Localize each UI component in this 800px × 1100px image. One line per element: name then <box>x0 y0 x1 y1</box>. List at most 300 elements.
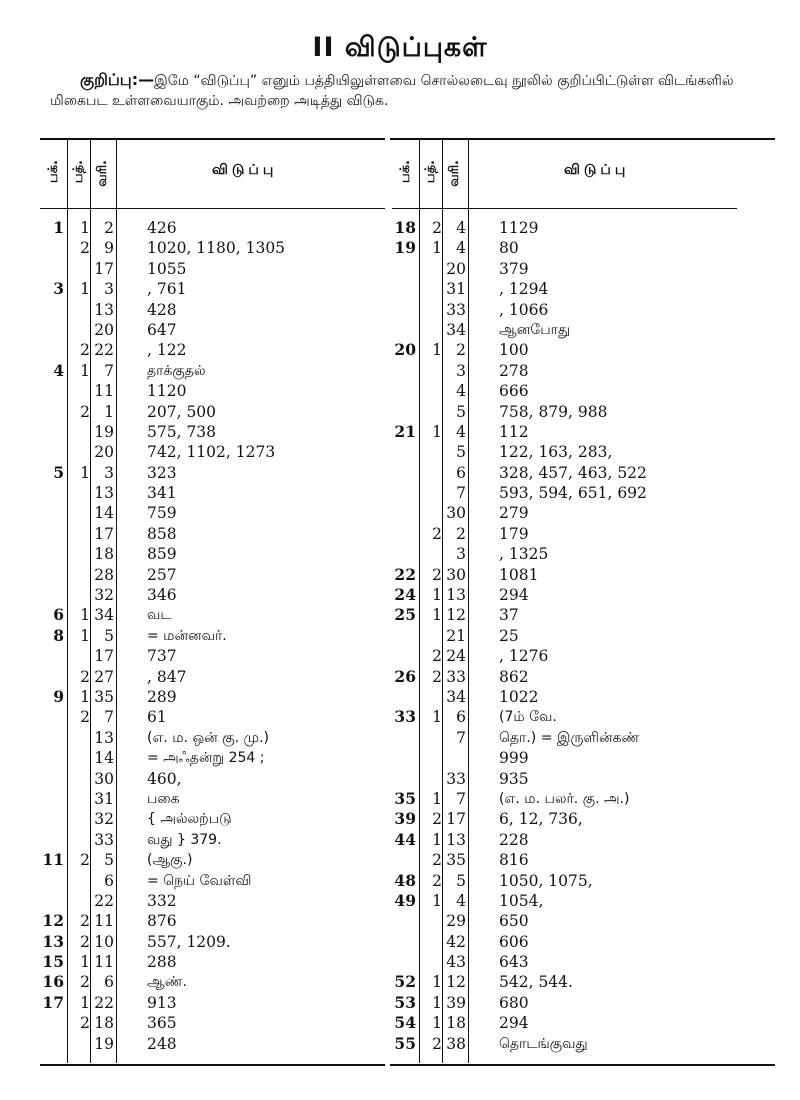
table-row <box>392 320 737 340</box>
paragraph-cell: 1 <box>80 993 90 1012</box>
paragraph-cell: 1 <box>432 422 442 441</box>
page-cell: 52 <box>394 972 416 992</box>
paragraph-cell: 2 <box>80 932 90 951</box>
paragraph-cell: 2 <box>432 810 442 829</box>
table-row <box>40 646 385 666</box>
entry-cell: தொடங்குவது <box>499 1035 588 1052</box>
bottom-rule-right <box>390 1064 775 1066</box>
line-cell: 14 <box>94 504 114 523</box>
table-row <box>40 361 385 381</box>
entry-cell: ஆனபோது <box>499 321 571 338</box>
table-row <box>40 402 385 422</box>
entry-cell: , 1066 <box>499 300 549 319</box>
entry-cell: 666 <box>499 382 529 401</box>
entry-cell: 100 <box>499 341 529 360</box>
line-cell: 3 <box>104 280 114 299</box>
table-row <box>392 565 737 585</box>
table-row <box>40 1013 385 1033</box>
table-row <box>392 972 737 992</box>
line-cell: 31 <box>94 789 114 808</box>
table-row <box>40 544 385 564</box>
line-cell: 13 <box>94 300 114 319</box>
line-cell: 4 <box>456 219 466 237</box>
entry-cell: 862 <box>499 667 529 686</box>
entry-cell: 858 <box>147 524 177 543</box>
line-cell: 7 <box>456 484 466 503</box>
table-row <box>392 728 737 748</box>
entry-cell: 122, 163, 283, <box>499 443 613 462</box>
line-cell: 13 <box>446 586 466 605</box>
line-cell: 20 <box>94 443 114 462</box>
table-row <box>40 300 385 320</box>
line-cell: 33 <box>446 300 466 319</box>
entry-cell: 323 <box>147 463 177 482</box>
line-cell: 22 <box>94 891 114 910</box>
paragraph-cell: 1 <box>80 280 90 299</box>
table-row <box>392 381 737 401</box>
line-cell: 5 <box>456 443 466 462</box>
table-row <box>40 728 385 748</box>
table-row <box>40 748 385 768</box>
paragraph-cell: 2 <box>80 851 90 870</box>
entry-cell: 680 <box>499 993 529 1012</box>
entry-cell: 294 <box>499 586 529 605</box>
page-cell: 44 <box>394 829 416 849</box>
line-cell: 32 <box>94 810 114 829</box>
line-cell: 7 <box>104 361 114 380</box>
line-cell: 20 <box>94 320 114 339</box>
page-cell: 19 <box>394 238 416 258</box>
line-cell: 14 <box>94 749 114 768</box>
table-row <box>392 707 737 727</box>
line-cell: 5 <box>456 402 466 421</box>
table-row <box>40 585 385 605</box>
entry-cell: 1055 <box>147 259 187 278</box>
line-cell: 6 <box>104 871 114 890</box>
table-row <box>40 687 385 707</box>
page-cell: 18 <box>394 218 416 237</box>
entry-cell: 575, 738 <box>147 422 217 441</box>
entry-cell: 248 <box>147 1034 177 1053</box>
paragraph-cell: 2 <box>80 667 90 686</box>
table-row <box>40 830 385 850</box>
table-row <box>40 932 385 952</box>
table-row <box>392 422 737 442</box>
entry-cell: 1120 <box>147 382 187 401</box>
entry-cell: 426 <box>147 219 177 237</box>
table-row <box>40 911 385 931</box>
page-cell: 1 <box>53 218 64 237</box>
paragraph-cell: 1 <box>80 361 90 380</box>
entry-cell: 593, 594, 651, 692 <box>499 484 647 503</box>
page-cell: 9 <box>53 686 64 706</box>
paragraph-cell: 2 <box>80 912 90 931</box>
entry-cell: 37 <box>499 606 519 625</box>
entry-cell: 758, 879, 988 <box>499 402 608 421</box>
page-cell: 25 <box>394 605 416 625</box>
line-cell: 17 <box>446 810 466 829</box>
table-row <box>40 422 385 442</box>
line-cell: 30 <box>446 504 466 523</box>
table-row <box>392 259 737 279</box>
table-row <box>40 789 385 809</box>
table-row <box>392 442 737 462</box>
entry-cell: (ஆகு.) <box>147 852 193 869</box>
table-row <box>392 626 737 646</box>
paragraph-cell: 1 <box>432 789 442 808</box>
header-main: விடுப்பு <box>564 162 630 178</box>
line-cell: 27 <box>94 667 114 686</box>
entry-cell: 278 <box>499 361 529 380</box>
table-row <box>392 361 737 381</box>
table-row <box>40 769 385 789</box>
paragraph-cell: 2 <box>432 667 442 686</box>
page-cell: 53 <box>394 992 416 1012</box>
paragraph-cell: 1 <box>432 1014 442 1033</box>
table-row <box>40 809 385 829</box>
entry-cell: 294 <box>499 1014 529 1033</box>
line-cell: 17 <box>94 647 114 666</box>
page-cell: 22 <box>394 564 416 584</box>
table-row <box>40 381 385 401</box>
table-row <box>40 891 385 911</box>
line-cell: 3 <box>456 545 466 564</box>
entry-cell: 379 <box>499 259 529 278</box>
table-row <box>392 748 737 768</box>
table-row <box>40 524 385 544</box>
line-cell: 18 <box>94 1014 114 1033</box>
line-cell: 3 <box>104 463 114 482</box>
line-cell: 18 <box>94 545 114 564</box>
entry-cell: 332 <box>147 891 177 910</box>
paragraph-cell: 2 <box>80 1014 90 1033</box>
line-cell: 6 <box>456 463 466 482</box>
table-row <box>40 667 385 687</box>
paragraph-cell: 1 <box>432 586 442 605</box>
entry-cell: , 1294 <box>499 280 549 299</box>
table-row <box>392 238 737 258</box>
table-row <box>40 503 385 523</box>
table-row <box>40 952 385 972</box>
right-table <box>392 140 737 1065</box>
table-row <box>392 830 737 850</box>
page-cell: 35 <box>394 788 416 808</box>
line-cell: 30 <box>94 769 114 788</box>
entry-cell: , 122 <box>147 341 187 360</box>
page-cell: 24 <box>394 585 416 605</box>
table-row <box>392 544 737 564</box>
line-cell: 33 <box>446 667 466 686</box>
entry-cell: , 1276 <box>499 647 549 666</box>
paragraph-cell: 2 <box>432 851 442 870</box>
entry-cell: 643 <box>499 953 529 972</box>
line-cell: 32 <box>94 586 114 605</box>
paragraph-cell: 2 <box>432 1034 442 1053</box>
line-cell: 33 <box>94 830 114 849</box>
paragraph-cell: 1 <box>432 993 442 1012</box>
paragraph-cell: 2 <box>432 647 442 666</box>
table-row <box>392 911 737 931</box>
line-cell: 10 <box>94 932 114 951</box>
table-row <box>392 789 737 809</box>
line-cell: 34 <box>446 320 466 339</box>
entry-cell: 428 <box>147 300 177 319</box>
paragraph-cell: 1 <box>80 606 90 625</box>
page-cell: 15 <box>42 952 64 972</box>
entry-cell: 257 <box>147 565 177 584</box>
page-cell: 5 <box>53 462 64 482</box>
line-cell: 11 <box>94 953 114 972</box>
page-cell: 16 <box>42 972 64 992</box>
entry-cell: 816 <box>499 851 529 870</box>
table-row <box>40 605 385 625</box>
table-row <box>392 850 737 870</box>
table-row <box>40 483 385 503</box>
table-row <box>392 463 737 483</box>
entry-cell: 1050, 1075, <box>499 871 593 890</box>
entry-cell: 647 <box>147 320 177 339</box>
line-cell: 28 <box>94 565 114 584</box>
line-cell: 17 <box>94 524 114 543</box>
entry-cell: 460, <box>147 769 182 788</box>
table-row <box>392 503 737 523</box>
entry-cell: தொ.) = இருளின்கண் <box>499 729 640 746</box>
entry-cell: , 761 <box>147 280 187 299</box>
entry-cell: 279 <box>499 504 529 523</box>
left-table <box>40 140 385 1065</box>
table-row <box>40 340 385 360</box>
paragraph-cell: 1 <box>432 708 442 727</box>
entry-cell: வட <box>147 607 172 624</box>
line-cell: 11 <box>94 912 114 931</box>
entry-cell: 288 <box>147 953 177 972</box>
table-row <box>392 1034 737 1054</box>
header-line: வரி. <box>95 160 110 187</box>
header-paragraph: பத். <box>423 160 438 184</box>
entry-cell: (7ம் வே. <box>499 709 557 726</box>
table-row <box>40 218 385 238</box>
header-main: விடுப்பு <box>212 162 278 178</box>
line-cell: 19 <box>94 422 114 441</box>
table-row <box>392 993 737 1013</box>
table-row <box>392 585 737 605</box>
table-row <box>392 605 737 625</box>
table-row <box>392 891 737 911</box>
entry-cell: 742, 1102, 1273 <box>147 443 276 462</box>
table-row <box>392 667 737 687</box>
page-cell: 8 <box>53 625 64 645</box>
page-title: II விடுப்புகள் <box>312 32 488 63</box>
table-row <box>392 646 737 666</box>
entry-cell: 346 <box>147 586 177 605</box>
page-cell: 33 <box>394 707 416 727</box>
entry-cell: 365 <box>147 1014 177 1033</box>
line-cell: 20 <box>446 259 466 278</box>
right-rows <box>392 218 737 1054</box>
table-row <box>392 687 737 707</box>
line-cell: 4 <box>456 891 466 910</box>
line-cell: 2 <box>456 524 466 543</box>
table-row <box>392 524 737 544</box>
line-cell: 1 <box>104 402 114 421</box>
page-cell: 20 <box>394 340 416 360</box>
left-rows <box>40 218 385 1054</box>
line-cell: 13 <box>446 830 466 849</box>
page-cell: 55 <box>394 1033 416 1053</box>
line-cell: 30 <box>446 565 466 584</box>
entry-cell: , 847 <box>147 667 187 686</box>
table-row <box>392 769 737 789</box>
page-cell: 26 <box>394 666 416 686</box>
table-row <box>40 279 385 299</box>
line-cell: 9 <box>104 239 114 258</box>
entry-cell: 1054, <box>499 891 544 910</box>
entry-cell: 913 <box>147 993 177 1012</box>
paragraph-cell: 2 <box>80 402 90 421</box>
line-cell: 35 <box>446 851 466 870</box>
table-row <box>40 463 385 483</box>
entry-cell: = அஃதன்று 254 ; <box>147 750 265 767</box>
entry-cell: 876 <box>147 912 177 931</box>
line-cell: 22 <box>94 341 114 360</box>
paragraph-cell: 2 <box>80 973 90 992</box>
line-cell: 12 <box>446 973 466 992</box>
entry-cell: 328, 457, 463, 522 <box>499 463 647 482</box>
line-cell: 4 <box>456 422 466 441</box>
table-row <box>40 565 385 585</box>
paragraph-cell: 1 <box>80 953 90 972</box>
page-cell: 17 <box>42 992 64 1012</box>
line-cell: 38 <box>446 1034 466 1053</box>
header-paragraph: பத். <box>71 160 86 184</box>
header-rule <box>392 208 737 209</box>
entry-cell: 80 <box>499 239 519 258</box>
entry-cell: 542, 544. <box>499 973 573 992</box>
paragraph-cell: 1 <box>432 830 442 849</box>
line-cell: 6 <box>456 708 466 727</box>
entry-cell: 737 <box>147 647 177 666</box>
page-cell: 6 <box>53 605 64 625</box>
paragraph-cell: 2 <box>80 239 90 258</box>
table-row <box>392 279 737 299</box>
line-cell: 43 <box>446 953 466 972</box>
table-row <box>40 238 385 258</box>
header-rule <box>40 208 385 209</box>
line-cell: 5 <box>104 851 114 870</box>
entry-cell: 112 <box>499 422 529 441</box>
paragraph-cell: 2 <box>432 565 442 584</box>
line-cell: 18 <box>446 1014 466 1033</box>
entry-cell: (எ. ம. பலர். கு. அ.) <box>499 790 630 807</box>
line-cell: 7 <box>104 708 114 727</box>
note-text: இமே “விடுப்பு” எனும் பத்தியிலுள்ளவை சொல்லடைவு நூலில் குறிப்பிட்டுள்ள விடங்களில் மிகைபட உள்ளவையாகும். அவற்றை அடித்து விடுக. <box>50 73 734 109</box>
entry-cell: 6, 12, 736, <box>499 810 583 829</box>
paragraph-cell: 2 <box>80 341 90 360</box>
header-line: வரி. <box>447 160 462 187</box>
table-row <box>40 707 385 727</box>
table-row <box>392 340 737 360</box>
line-cell: 7 <box>456 789 466 808</box>
entry-cell: 650 <box>499 912 529 931</box>
line-cell: 34 <box>94 606 114 625</box>
line-cell: 6 <box>104 973 114 992</box>
entry-cell: = நெய் வேள்வி <box>147 872 252 889</box>
table-row <box>40 993 385 1013</box>
page-cell: 39 <box>394 809 416 829</box>
paragraph-cell: 1 <box>80 219 90 237</box>
line-cell: 2 <box>104 219 114 237</box>
entry-cell: 859 <box>147 545 177 564</box>
line-cell: 5 <box>456 871 466 890</box>
table-row <box>392 932 737 952</box>
line-cell: 13 <box>94 728 114 747</box>
line-cell: 3 <box>456 361 466 380</box>
page-cell: 11 <box>42 850 64 870</box>
table-row <box>40 320 385 340</box>
header-page: பக். <box>398 160 413 183</box>
paragraph-cell: 1 <box>80 626 90 645</box>
entry-cell: = மன்னவர். <box>147 627 227 644</box>
table-row <box>392 483 737 503</box>
table-row <box>392 402 737 422</box>
line-cell: 42 <box>446 932 466 951</box>
note-paragraph <box>50 70 770 111</box>
table-row <box>392 952 737 972</box>
entry-cell: 1129 <box>499 219 539 237</box>
table-row <box>40 871 385 891</box>
header-page: பக். <box>46 160 61 183</box>
entry-cell: 207, 500 <box>147 402 217 421</box>
table-row <box>40 850 385 870</box>
line-cell: 7 <box>456 728 466 747</box>
page-cell: 21 <box>394 421 416 441</box>
entry-cell: 179 <box>499 524 529 543</box>
entry-cell: தாக்குதல் <box>147 362 206 379</box>
table-row <box>40 626 385 646</box>
paragraph-cell: 1 <box>80 463 90 482</box>
entry-cell: 935 <box>499 769 529 788</box>
line-cell: 35 <box>94 687 114 706</box>
line-cell: 29 <box>446 912 466 931</box>
line-cell: 17 <box>94 259 114 278</box>
line-cell: 12 <box>446 606 466 625</box>
table-row <box>392 1013 737 1033</box>
page-cell: 49 <box>394 890 416 910</box>
paragraph-cell: 1 <box>432 341 442 360</box>
entry-cell: 606 <box>499 932 529 951</box>
paragraph-cell: 2 <box>432 524 442 543</box>
line-cell: 31 <box>446 280 466 299</box>
paragraph-cell: 2 <box>80 708 90 727</box>
bottom-rule-left <box>40 1064 385 1066</box>
entry-cell: 999 <box>499 749 529 768</box>
line-cell: 4 <box>456 239 466 258</box>
entry-cell: 557, 1209. <box>147 932 231 951</box>
paragraph-cell: 1 <box>432 973 442 992</box>
entry-cell: 289 <box>147 687 177 706</box>
entry-cell: ஆண். <box>147 974 187 991</box>
table-row <box>392 218 737 238</box>
page-cell: 12 <box>42 911 64 931</box>
line-cell: 33 <box>446 769 466 788</box>
page-cell: 4 <box>53 360 64 380</box>
paragraph-cell: 2 <box>432 219 442 237</box>
note-lead: குறிப்பு:— <box>80 70 155 89</box>
paragraph-cell: 2 <box>432 871 442 890</box>
entry-cell: (எ. ம. ஒன் கு. மு.) <box>147 729 269 746</box>
entry-cell: 341 <box>147 484 177 503</box>
line-cell: 11 <box>94 382 114 401</box>
